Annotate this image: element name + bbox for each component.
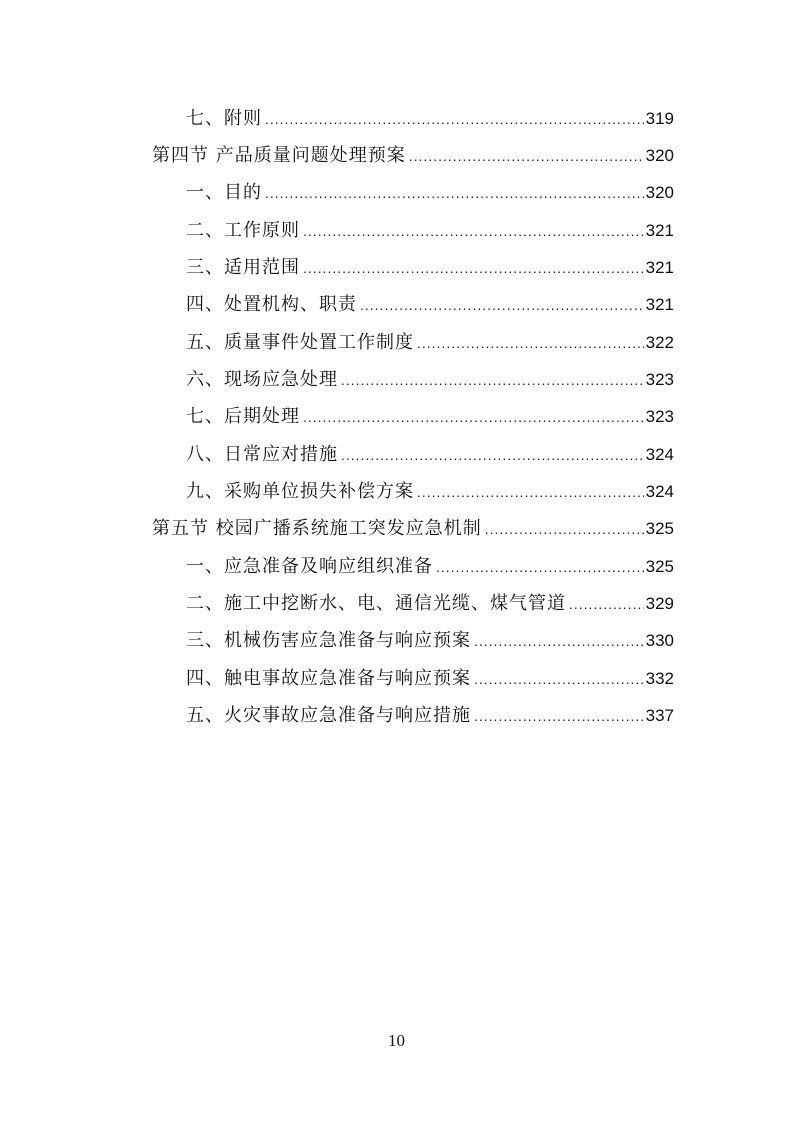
toc-entry[interactable] xyxy=(186,664,674,694)
toc-entry[interactable] xyxy=(152,514,674,544)
toc-entry-page: 319 xyxy=(645,109,674,128)
toc-entry[interactable] xyxy=(186,104,674,134)
toc-dot-leader xyxy=(474,664,644,694)
toc-dot-leader xyxy=(341,365,644,395)
toc-dot-leader xyxy=(485,514,644,544)
toc-entry-title: 七、附则 xyxy=(186,108,262,129)
toc-entry-page: 322 xyxy=(645,333,674,352)
toc-dot-leader xyxy=(417,477,644,507)
toc-entry[interactable] xyxy=(186,402,674,432)
toc-dot-leader xyxy=(265,104,644,134)
toc-entry-page: 320 xyxy=(645,183,674,202)
toc-entry[interactable] xyxy=(186,552,674,582)
toc-entry[interactable] xyxy=(186,701,674,731)
toc-entry-page: 321 xyxy=(645,295,674,314)
toc-entry-title: 三、适用范围 xyxy=(186,257,300,278)
toc-entry-title: 五、质量事件处置工作制度 xyxy=(186,332,414,353)
toc-entry-page: 324 xyxy=(645,482,674,501)
toc-entry-title: 第五节 校园广播系统施工突发应急机制 xyxy=(152,518,482,539)
toc-entry-title: 二、施工中挖断水、电、通信光缆、煤气管道 xyxy=(186,593,566,614)
toc-dot-leader xyxy=(303,402,644,432)
toc-entry-title: 四、触电事故应急准备与响应预案 xyxy=(186,668,471,689)
toc-entry-page: 329 xyxy=(645,594,674,613)
toc-entry[interactable] xyxy=(186,290,674,320)
toc-entry-page: 321 xyxy=(645,258,674,277)
toc-entry-page: 325 xyxy=(645,557,674,576)
toc-dot-leader xyxy=(417,328,644,358)
toc-entry-title: 一、应急准备及响应组织准备 xyxy=(186,556,433,577)
toc-entry[interactable] xyxy=(186,626,674,656)
toc-dot-leader xyxy=(360,290,644,320)
toc-entry[interactable] xyxy=(186,589,674,619)
toc-entry-title: 一、目的 xyxy=(186,182,262,203)
toc-entry[interactable] xyxy=(186,216,674,246)
toc-dot-leader xyxy=(436,552,644,582)
toc-dot-leader xyxy=(409,141,644,171)
toc-entry-title: 第四节 产品质量问题处理预案 xyxy=(152,145,406,166)
toc-entry-title: 九、采购单位损失补偿方案 xyxy=(186,481,414,502)
toc-entry-page: 330 xyxy=(645,631,674,650)
toc-entry[interactable] xyxy=(186,178,674,208)
toc-entry[interactable] xyxy=(186,253,674,283)
toc-entry[interactable] xyxy=(186,365,674,395)
toc-entry-page: 337 xyxy=(645,706,674,725)
toc-entry-page: 320 xyxy=(645,146,674,165)
toc-entry-page: 323 xyxy=(645,370,674,389)
toc-entry-title: 六、现场应急处理 xyxy=(186,369,338,390)
toc-dot-leader xyxy=(341,440,644,470)
toc-entry-page: 325 xyxy=(645,519,674,538)
toc-entry-title: 五、火灾事故应急准备与响应措施 xyxy=(186,705,471,726)
page-number: 10 xyxy=(388,1031,405,1050)
toc-entry-title: 七、后期处理 xyxy=(186,406,300,427)
toc-entry-page: 321 xyxy=(645,221,674,240)
toc-entry-page: 332 xyxy=(645,669,674,688)
toc-entry-title: 三、机械伤害应急准备与响应预案 xyxy=(186,630,471,651)
toc-dot-leader xyxy=(265,178,644,208)
toc-entry[interactable] xyxy=(186,477,674,507)
toc-entry-page: 324 xyxy=(645,445,674,464)
toc-entry[interactable] xyxy=(152,141,674,171)
toc-entry[interactable] xyxy=(186,440,674,470)
toc-dot-leader xyxy=(303,253,644,283)
toc-entry-page: 323 xyxy=(645,407,674,426)
toc-entry-title: 四、处置机构、职责 xyxy=(186,294,357,315)
toc-dot-leader xyxy=(569,589,644,619)
toc-entry-title: 八、日常应对措施 xyxy=(186,444,338,465)
toc-dot-leader xyxy=(474,626,644,656)
toc-dot-leader xyxy=(474,701,644,731)
toc-entry[interactable] xyxy=(186,328,674,358)
toc-dot-leader xyxy=(303,216,644,246)
toc-entry-title: 二、工作原则 xyxy=(186,220,300,241)
